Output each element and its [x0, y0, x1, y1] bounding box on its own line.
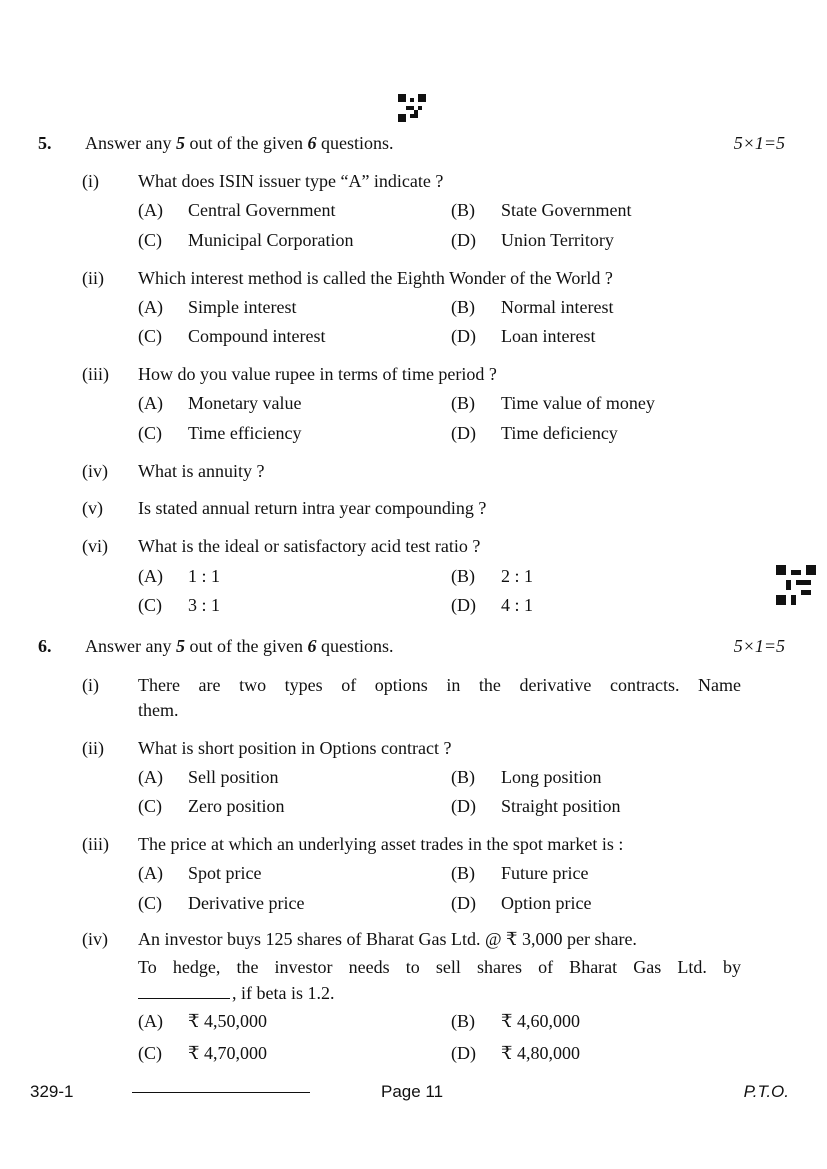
option-text: Loan interest	[501, 326, 596, 346]
option-text: Union Territory	[501, 230, 614, 250]
answer-blank	[138, 984, 230, 999]
q6-iv-question-line2: To hedge, the investor needs to sell shares of Bharat Gas Ltd. by	[138, 957, 741, 977]
option-text: Time efficiency	[188, 423, 302, 443]
option-text: ₹ 4,60,000	[501, 1011, 580, 1031]
q5-iv-question: What is annuity ?	[138, 461, 265, 481]
q6-i-number: (i)	[82, 675, 99, 695]
option-text: Compound interest	[188, 326, 326, 346]
question-5-number: 5.	[38, 133, 52, 153]
option-label: (A)	[138, 393, 163, 413]
option-text: Option price	[501, 893, 592, 913]
footer-rule	[132, 1092, 310, 1093]
option-label: (A)	[138, 566, 163, 586]
q5-v-number: (v)	[82, 498, 103, 518]
q6-iv-question-line1: An investor buys 125 shares of Bharat Gas Ltd. @ ₹ 3,000 per share.	[138, 929, 637, 949]
q6-ii-question: What is short position in Options contract ?	[138, 738, 452, 758]
option-text: Time value of money	[501, 393, 655, 413]
q6-iv-number: (iv)	[82, 929, 108, 949]
option-label: (C)	[138, 1043, 162, 1063]
option-text: Long position	[501, 767, 602, 787]
option-label: (D)	[451, 423, 476, 443]
q6-ii-number: (ii)	[82, 738, 104, 758]
option-text: ₹ 4,80,000	[501, 1043, 580, 1063]
option-label: (B)	[451, 863, 475, 883]
option-label: (C)	[138, 423, 162, 443]
q5-ii-number: (ii)	[82, 268, 104, 288]
option-text: Central Government	[188, 200, 336, 220]
option-text: Monetary value	[188, 393, 302, 413]
option-label: (B)	[451, 767, 475, 787]
option-text: Municipal Corporation	[188, 230, 354, 250]
option-label: (A)	[138, 1011, 163, 1031]
option-label: (B)	[451, 566, 475, 586]
q5-iii-question: How do you value rupee in terms of time period ?	[138, 364, 497, 384]
option-text: ₹ 4,50,000	[188, 1011, 267, 1031]
option-text: 3 : 1	[188, 595, 221, 615]
option-label: (B)	[451, 297, 475, 317]
option-text: Zero position	[188, 796, 285, 816]
question-6-marks: 5×1=5	[733, 636, 785, 656]
option-text: 2 : 1	[501, 566, 534, 586]
option-text: 1 : 1	[188, 566, 221, 586]
option-label: (D)	[451, 893, 476, 913]
option-label: (D)	[451, 230, 476, 250]
q6-i-question-line2: them.	[138, 700, 179, 720]
q5-vi-question: What is the ideal or satisfactory acid test ratio ?	[138, 536, 481, 556]
q6-iii-number: (iii)	[82, 834, 109, 854]
paper-code: 329-1	[30, 1082, 74, 1101]
q5-vi-number: (vi)	[82, 536, 108, 556]
option-label: (C)	[138, 595, 162, 615]
option-text: Time deficiency	[501, 423, 618, 443]
option-label: (A)	[138, 297, 163, 317]
option-text: Future price	[501, 863, 589, 883]
question-6-number: 6.	[38, 636, 52, 656]
option-label: (C)	[138, 230, 162, 250]
option-label: (D)	[451, 595, 476, 615]
option-text: State Government	[501, 200, 632, 220]
q5-iii-number: (iii)	[82, 364, 109, 384]
option-label: (D)	[451, 326, 476, 346]
option-label: (D)	[451, 796, 476, 816]
q5-ii-question: Which interest method is called the Eighth Wonder of the World ?	[138, 268, 613, 288]
option-text: Sell position	[188, 767, 279, 787]
option-label: (A)	[138, 863, 163, 883]
option-text: Simple interest	[188, 297, 297, 317]
question-5-instruction: Answer any 5 out of the given 6 questions.	[85, 133, 394, 153]
option-label: (C)	[138, 326, 162, 346]
page-number: Page 11	[381, 1082, 444, 1101]
question-6-instruction: Answer any 5 out of the given 6 questions.	[85, 636, 394, 656]
q5-iv-number: (iv)	[82, 461, 108, 481]
option-label: (A)	[138, 200, 163, 220]
question-5-marks: 5×1=5	[733, 133, 785, 153]
q6-iii-question: The price at which an underlying asset trades in the spot market is :	[138, 834, 624, 854]
q5-i-number: (i)	[82, 171, 99, 191]
option-text: Derivative price	[188, 893, 305, 913]
pto-label: P.T.O.	[743, 1082, 789, 1101]
qr-code-side	[776, 565, 816, 605]
q6-iv-question-line3: , if beta is 1.2.	[138, 984, 334, 1002]
option-text: 4 : 1	[501, 595, 534, 615]
option-label: (C)	[138, 796, 162, 816]
option-text: ₹ 4,70,000	[188, 1043, 267, 1063]
option-text: Straight position	[501, 796, 621, 816]
option-label: (D)	[451, 1043, 476, 1063]
q5-v-question: Is stated annual return intra year compounding ?	[138, 498, 487, 518]
option-label: (B)	[451, 1011, 475, 1031]
option-label: (B)	[451, 393, 475, 413]
option-label: (A)	[138, 767, 163, 787]
option-text: Normal interest	[501, 297, 614, 317]
q6-i-question-line1: There are two types of options in the derivative contracts. Name	[138, 675, 741, 695]
option-label: (C)	[138, 893, 162, 913]
q5-i-question: What does ISIN issuer type “A” indicate ?	[138, 171, 444, 191]
option-text: Spot price	[188, 863, 262, 883]
option-label: (B)	[451, 200, 475, 220]
qr-code-top	[398, 94, 426, 122]
